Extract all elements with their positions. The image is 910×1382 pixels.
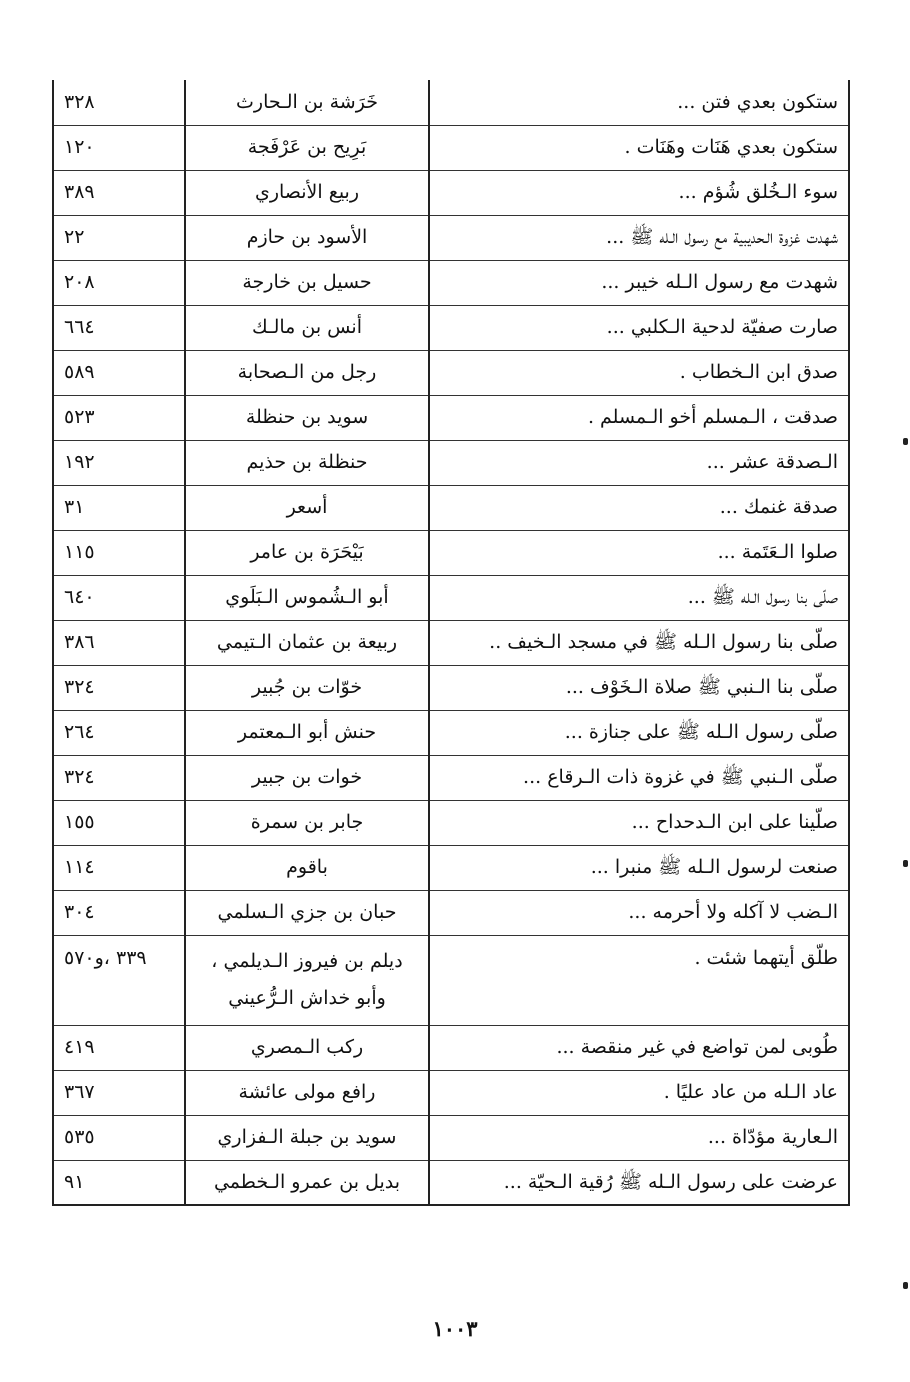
margin-mark	[903, 1282, 908, 1289]
narrator-cell	[185, 215, 429, 260]
narrator-cell	[185, 755, 429, 800]
hadith-text: طلّق أيتهما شئت .	[429, 935, 849, 1025]
narrator-cell	[185, 620, 429, 665]
narrator-name: وأبو خداش الـرُّعيني	[228, 987, 386, 1009]
table-row	[53, 1160, 849, 1205]
hadith-text: شهدت غزوة الـحديبية مع رسول الـله ﷺ ...	[429, 215, 849, 260]
table-row	[53, 260, 849, 305]
narrator-name: خوّات بن جُبير	[251, 676, 363, 699]
page-ref: ٩١	[53, 1160, 185, 1205]
hadith-text: عرضت على رسول الـله ﷺ رُقية الـحيّة ...	[429, 1160, 849, 1205]
hadith-text: صلوا الـعَتَمة ...	[429, 530, 849, 575]
page-ref: ٣٨٦	[53, 620, 185, 665]
narrator-name: جابر بن سمرة	[250, 811, 364, 834]
narrator-cell	[185, 125, 429, 170]
narrator-cell	[185, 845, 429, 890]
page-ref: ٥٢٣	[53, 395, 185, 440]
table-row	[53, 530, 849, 575]
table-row	[53, 80, 849, 125]
narrator-name: رافع مولى عائشة	[238, 1081, 376, 1104]
narrator-name: أسعر	[286, 496, 328, 519]
hadith-text: ستكون بعدي فتن ...	[429, 80, 849, 125]
margin-mark	[903, 860, 908, 867]
narrator-cell	[185, 260, 429, 305]
table-row	[53, 890, 849, 935]
table-row	[53, 125, 849, 170]
table-row	[53, 305, 849, 350]
narrator-name: الأسود بن حازم	[246, 226, 368, 249]
hadith-text: صلّى الـنبي ﷺ في غزوة ذات الـرقاع ...	[429, 755, 849, 800]
page-ref: ٣٣٩ ،و٥٧٠	[53, 935, 185, 1025]
page-number: ١٠٠٣	[432, 1316, 478, 1341]
page-ref: ٣٢٤	[53, 755, 185, 800]
table-row	[53, 395, 849, 440]
table-row	[53, 485, 849, 530]
table-row	[53, 440, 849, 485]
narrator-name: بَيْحَرَة بن عامر	[250, 541, 364, 564]
table-row	[53, 755, 849, 800]
narrator-name: ديلم بن فيروز الـديلمي ،	[211, 950, 403, 973]
narrator-cell	[185, 350, 429, 395]
page-ref: ٥٣٥	[53, 1115, 185, 1160]
narrator-cell	[185, 170, 429, 215]
hadith-text: طُوبى لمن تواضع في غير منقصة ...	[429, 1025, 849, 1070]
hadith-text: ستكون بعدي هَنَات وهَنَات .	[429, 125, 849, 170]
narrator-cell	[185, 935, 429, 1025]
narrator-cell	[185, 485, 429, 530]
table-row	[53, 1115, 849, 1160]
hadith-text: سوء الـخُلق شُؤم ...	[429, 170, 849, 215]
page-ref: ١٢٠	[53, 125, 185, 170]
page-ref: ١٥٥	[53, 800, 185, 845]
narrator-cell	[185, 1070, 429, 1115]
page-ref: ٣٨٩	[53, 170, 185, 215]
table-row	[53, 665, 849, 710]
narrator-cell	[185, 440, 429, 485]
narrator-cell	[185, 890, 429, 935]
hadith-text: صنعت لرسول الـله ﷺ منبرا ...	[429, 845, 849, 890]
narrator-name: أنس بن مالـك	[252, 316, 362, 339]
hadith-text: صلّى بنا الـنبي ﷺ صلاة الـخَوْف ...	[429, 665, 849, 710]
narrator-name: ركب الـمصري	[250, 1036, 364, 1059]
narrator-name: حسيل بن خارجة	[242, 271, 372, 294]
hadith-text: صدقة غنمك ...	[429, 485, 849, 530]
hadith-text: الـضب لا آكله ولا أحرمه ...	[429, 890, 849, 935]
hadith-text: الـعارية مؤدّاة ...	[429, 1115, 849, 1160]
narrator-cell	[185, 665, 429, 710]
narrator-name: حنش أبو الـمعتمر	[237, 721, 377, 744]
narrator-name: سويد بن حنظلة	[245, 406, 369, 429]
page-ref: ٦٦٤	[53, 305, 185, 350]
table-row	[53, 800, 849, 845]
narrator-name: أبو الـشُموس الـبَلَوي	[225, 586, 389, 609]
page-ref: ٣٢٨	[53, 80, 185, 125]
narrator-cell	[185, 1025, 429, 1070]
table-row	[53, 1025, 849, 1070]
hadith-index-table	[52, 80, 850, 1206]
table-row	[53, 620, 849, 665]
narrator-cell	[185, 530, 429, 575]
page-ref: ٢٦٤	[53, 710, 185, 755]
hadith-text: الـصدقة عشر ...	[429, 440, 849, 485]
narrator-name: حبان بن جزي الـسلمي	[217, 901, 397, 924]
page-ref: ٦٤٠	[53, 575, 185, 620]
margin-mark	[903, 438, 908, 445]
narrator-name: خَرَشة بن الـحارث	[236, 90, 378, 113]
page-ref: ٣٦٧	[53, 1070, 185, 1115]
table-row	[53, 350, 849, 395]
hadith-text: صدق ابن الـخطاب .	[429, 350, 849, 395]
narrator-cell	[185, 80, 429, 125]
page-ref: ٢٠٨	[53, 260, 185, 305]
narrator-name: بَرِيح بن عَرْفَجة	[247, 136, 367, 159]
page-ref: ٤١٩	[53, 1025, 185, 1070]
narrator-cell	[185, 710, 429, 755]
hadith-text: صلّى رسول الـله ﷺ على جنازة ...	[429, 710, 849, 755]
narrator-cell	[185, 1115, 429, 1160]
narrator-name: حنظلة بن حذيم	[246, 451, 368, 474]
hadith-text: صارت صفيّة لدحية الـكلبي ...	[429, 305, 849, 350]
hadith-text: صلّينا على ابن الـدحداح ...	[429, 800, 849, 845]
narrator-cell	[185, 1160, 429, 1205]
narrator-name: ربيعة بن عثمان الـتيمي	[216, 631, 398, 654]
page-ref: ١٩٢	[53, 440, 185, 485]
page-ref: ١١٤	[53, 845, 185, 890]
page-ref: ٣١	[53, 485, 185, 530]
table-row	[53, 215, 849, 260]
narrator-cell	[185, 800, 429, 845]
table-row	[53, 845, 849, 890]
table-row	[53, 170, 849, 215]
narrator-name: ربيع الأنصاري	[254, 181, 360, 204]
table-row	[53, 710, 849, 755]
narrator-name: سويد بن جبلة الـفزاري	[217, 1126, 397, 1149]
page-ref: ٢٢	[53, 215, 185, 260]
narrator-name: بديل بن عمرو الـخطمي	[213, 1170, 401, 1193]
page-ref: ٥٨٩	[53, 350, 185, 395]
table-row	[53, 1070, 849, 1115]
narrator-name: رجل من الـصحابة	[237, 361, 377, 384]
hadith-text: صدقت ، الـمسلم أخو الـمسلم .	[429, 395, 849, 440]
hadith-text: عاد الـله من عاد عليًا .	[429, 1070, 849, 1115]
page-ref: ٣٢٤	[53, 665, 185, 710]
hadith-text: شهدت مع رسول الـله خيبر ...	[429, 260, 849, 305]
table-row	[53, 935, 849, 1025]
narrator-name: باقوم	[286, 856, 328, 879]
narrator-cell	[185, 575, 429, 620]
page-ref: ١١٥	[53, 530, 185, 575]
narrator-name: خوات بن جبير	[251, 766, 363, 789]
hadith-text: صلّى بنا رسول الـله ﷺ ...	[429, 575, 849, 620]
hadith-text: صلّى بنا رسول الـله ﷺ في مسجد الـخيف ..	[429, 620, 849, 665]
narrator-cell	[185, 305, 429, 350]
narrator-cell	[185, 395, 429, 440]
page-ref: ٣٠٤	[53, 890, 185, 935]
table-row	[53, 575, 849, 620]
